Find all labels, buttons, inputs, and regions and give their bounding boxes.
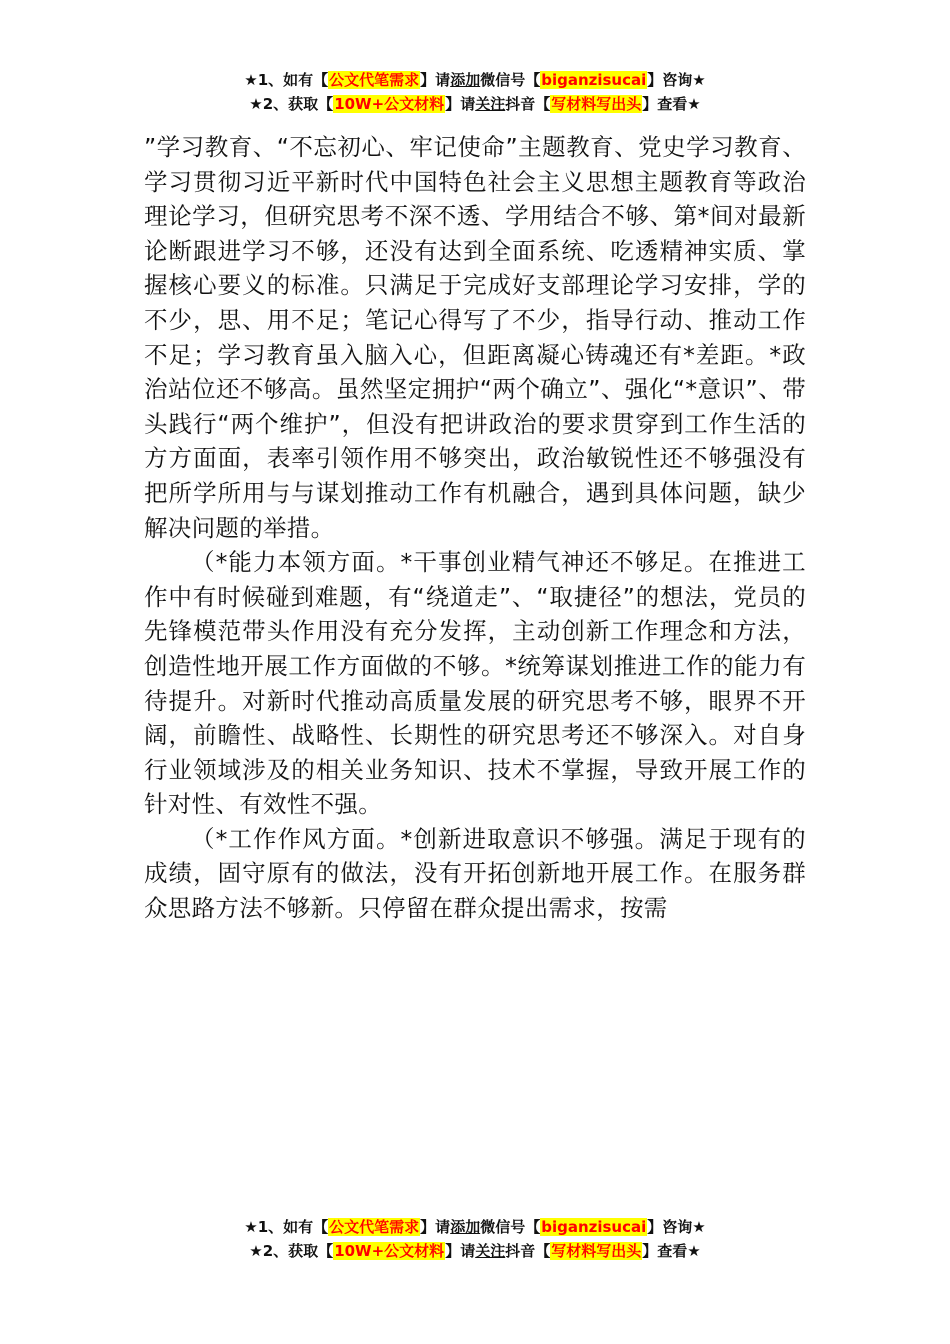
banner-underlined: 添加 (450, 71, 481, 89)
body-paragraph-3: （*工作作风方面。*创新进取意识不够强。满足于现有的成绩，固守原有的做法，没有开拓创新地开展工作。在服务群众思路方法不够新。只停留在群众提出需求，按需 (144, 824, 806, 923)
banner-text: 】请 (420, 1218, 451, 1236)
highlight-wechat-id: biganzisucai (541, 71, 647, 89)
banner-text: 微信号【 (480, 71, 541, 89)
highlight-service: 公文代笔需求 (329, 71, 420, 89)
body-paragraph-1: ”学习教育、“不忘初心、牢记使命”主题教育、党史学习教育、学习贯彻习近平新时代中国特色社会主义思想主题教育等政治理论学习，但研究思考不深不透、学用结合不够、第*间对最新论断跟进学习不够，还没有达到全面系统、吃透精神实质、掌握核心要义的标准。只满足于完成好支部理论学习安排，学的不少，思、用不足；笔记心得写了不少，指导行动、推动工作不足；学习教育虽入脑入心，但距离凝心铸魂还有*差距。*政治站位还不够高。虽然坚定拥护“两个确立”、强化“*意识”、带头践行“两个维护”，但没有把讲政治的要求贯穿到工作生活的方方面面，表率引领作用不够突出，政治敏锐性还不够强没有把所学所用与与谋划推动工作有机融合，遇到具体问题，缺少解决问题的举措。 (144, 133, 806, 542)
banner-line-2 (0, 92, 950, 116)
banner-text: 抖音【 (505, 1242, 551, 1260)
banner-text: 】请 (445, 95, 476, 113)
document-body (144, 130, 806, 926)
banner-text: 】请 (420, 71, 451, 89)
banner-text: 抖音【 (505, 95, 551, 113)
banner-text: 微信号【 (480, 1218, 541, 1236)
header-banner (0, 68, 950, 116)
banner-text: ★2、获取【 (249, 95, 334, 113)
footer-banner (0, 1215, 950, 1263)
highlight-wechat-id: biganzisucai (541, 1218, 647, 1236)
banner-text: 】咨询★ (647, 71, 706, 89)
banner-text: ★1、如有【 (244, 71, 329, 89)
banner-line-2 (0, 1239, 950, 1263)
banner-line-1 (0, 68, 950, 92)
banner-line-1 (0, 1215, 950, 1239)
body-paragraph-2: （*能力本领方面。*干事创业精气神还不够足。在推进工作中有时候碰到难题，有“绕道走”、“取捷径”的想法，党员的先锋模范带头作用没有充分发挥，主动创新工作理念和方法，创造性地开展工作方面做的不够。*统筹谋划推进工作的能力有待提升。对新时代推动高质量发展的研究思考不够，眼界不开阔，前瞻性、战略性、长期性的研究思考还不够深入。对自身行业领域涉及的相关业务知识、技术不掌握，导致开展工作的针对性、有效性不强。 (144, 548, 806, 819)
banner-text: ★2、获取【 (249, 1242, 334, 1260)
banner-text: 】查看★ (642, 95, 701, 113)
banner-text: 】咨询★ (647, 1218, 706, 1236)
banner-text: ★1、如有【 (244, 1218, 329, 1236)
banner-text: 】查看★ (642, 1242, 701, 1260)
highlight-douyin: 写材料写出头 (551, 1242, 642, 1260)
highlight-service: 公文代笔需求 (329, 1218, 420, 1236)
highlight-douyin: 写材料写出头 (551, 95, 642, 113)
highlight-materials: 10W+公文材料 (334, 95, 445, 113)
banner-underlined: 关注 (475, 1242, 506, 1260)
banner-underlined: 关注 (475, 95, 506, 113)
banner-text: 】请 (445, 1242, 476, 1260)
banner-underlined: 添加 (450, 1218, 481, 1236)
highlight-materials: 10W+公文材料 (334, 1242, 445, 1260)
